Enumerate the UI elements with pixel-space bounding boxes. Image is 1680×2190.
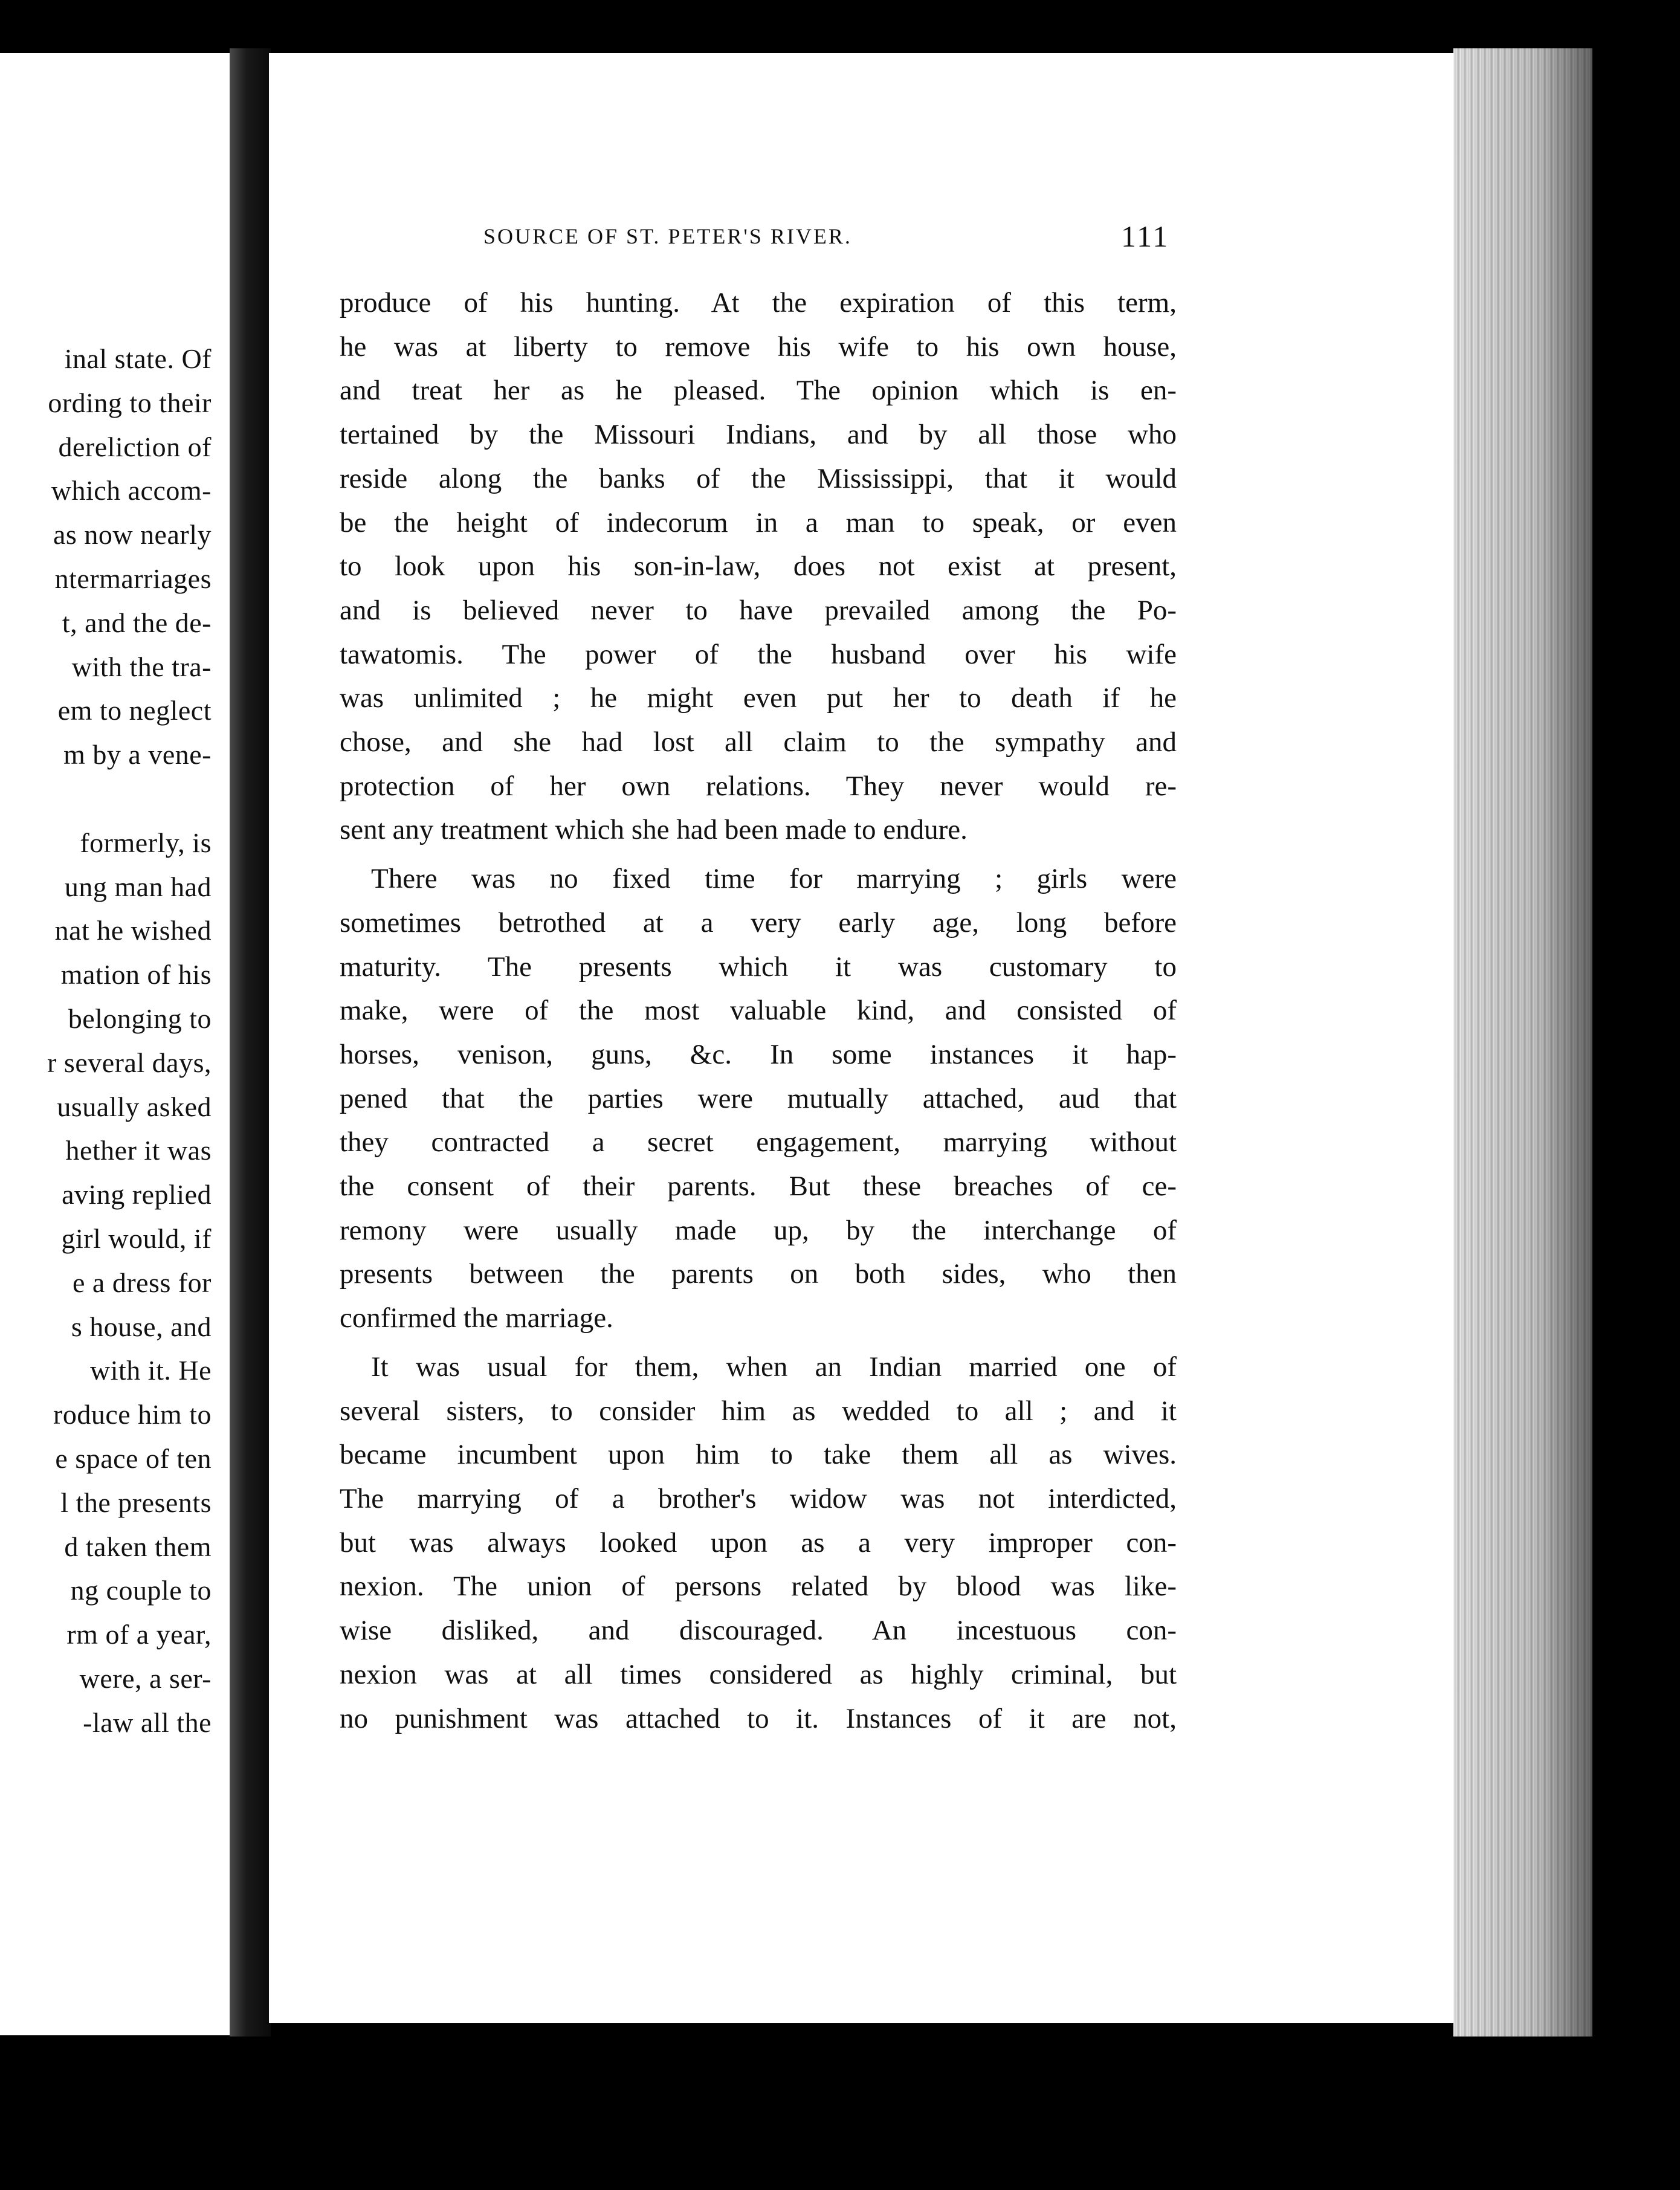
- text-line: pened that the parties were mutually attached, aud that: [340, 1082, 1177, 1114]
- text-line: horses, venison, guns, &c. In some instances it hap-: [340, 1038, 1177, 1070]
- text-line: was unlimited ; he might even put her to death if he: [340, 682, 1177, 714]
- text-line: became incumbent upon him to take them all as wives.: [340, 1439, 1177, 1471]
- previous-page-line: t, and the de-: [62, 607, 212, 638]
- paragraph-gap: [340, 852, 1177, 857]
- previous-page-line: ng couple to: [70, 1575, 212, 1606]
- body-text: [340, 281, 1177, 1740]
- text-line: tawatomis. The power of the husband over his wife: [340, 638, 1177, 670]
- previous-page-line: e space of ten: [55, 1442, 212, 1474]
- page-number: 111: [1121, 219, 1170, 253]
- text-line: and is believed never to have prevailed among the Po-: [340, 594, 1177, 626]
- previous-page-line: e a dress for: [72, 1267, 212, 1298]
- previous-page-line: formerly, is: [80, 827, 212, 858]
- previous-page-line: nat he wished: [54, 915, 212, 946]
- text-line: be the height of indecorum in a man to speak, or even: [340, 506, 1177, 538]
- text-line: but was always looked upon as a very improper con-: [340, 1526, 1177, 1559]
- text-line: they contracted a secret engagement, marrying without: [340, 1126, 1177, 1158]
- previous-page-line: roduce him to: [53, 1399, 212, 1430]
- previous-page-line: rm of a year,: [66, 1619, 212, 1650]
- book-gutter: [230, 48, 271, 2037]
- previous-page-line: ung man had: [64, 871, 212, 902]
- text-line: sent any treatment which she had been made to endure.: [340, 814, 968, 846]
- previous-page-line: dereliction of: [58, 431, 212, 462]
- text-line: maturity. The presents which it was customary to: [340, 951, 1177, 983]
- previous-page-line: which accom-: [51, 475, 212, 506]
- text-line: chose, and she had lost all claim to the sympathy and: [340, 726, 1177, 758]
- page-edges-shadow: [1453, 48, 1592, 2037]
- previous-page-line: aving replied: [62, 1179, 212, 1210]
- previous-page-line: l the presents: [60, 1487, 212, 1518]
- text-line: It was usual for them, when an Indian married one of: [371, 1351, 1177, 1383]
- previous-page-line: hether it was: [65, 1135, 212, 1166]
- text-line: The marrying of a brother's widow was not interdicted,: [340, 1482, 1177, 1514]
- text-line: reside along the banks of the Mississippi, that it would: [340, 462, 1177, 494]
- previous-page-line: ording to their: [48, 387, 212, 418]
- text-line: nexion. The union of persons related by blood was like-: [340, 1571, 1177, 1603]
- previous-page-line: r several days,: [47, 1047, 212, 1078]
- text-line: nexion was at all times considered as highly criminal, but: [340, 1658, 1177, 1690]
- text-line: tertained by the Missouri Indians, and by all those who: [340, 419, 1177, 451]
- text-line: no punishment was attached to it. Instances of it are not,: [340, 1702, 1177, 1734]
- text-line: protection of her own relations. They never would re-: [340, 770, 1177, 802]
- paragraph-gap: [340, 1340, 1177, 1345]
- paragraph: [340, 281, 1177, 852]
- previous-page-line: as now nearly: [53, 519, 212, 551]
- text-line: several sisters, to consider him as wedded to all ; and it: [340, 1395, 1177, 1427]
- text-line: confirmed the marriage.: [340, 1302, 613, 1334]
- previous-page-line: were, a ser-: [79, 1662, 212, 1694]
- paragraph: [340, 1345, 1177, 1740]
- previous-page-text: [0, 337, 212, 1745]
- previous-page-line: usually asked: [57, 1091, 212, 1122]
- previous-page-line: [0, 777, 212, 821]
- running-title: SOURCE OF ST. PETER'S RIVER.: [483, 224, 852, 248]
- text-line: the consent of their parents. But these breaches of ce-: [340, 1171, 1177, 1203]
- text-line: to look upon his son-in-law, does not exist at present,: [340, 551, 1177, 583]
- previous-page-line: em to neglect: [57, 695, 212, 726]
- previous-page-line: girl would, if: [61, 1223, 212, 1254]
- previous-page-line: ntermarriages: [54, 563, 212, 594]
- previous-page-line: inal state. Of: [64, 343, 212, 374]
- previous-page-line: -law all the: [83, 1707, 212, 1738]
- text-line: produce of his hunting. At the expiration of this term,: [340, 287, 1177, 318]
- text-line: wise disliked, and discouraged. An incestuous con-: [340, 1615, 1177, 1647]
- previous-page-line: d taken them: [64, 1531, 212, 1562]
- previous-page-line: mation of his: [60, 959, 212, 990]
- text-line: and treat her as he pleased. The opinion which is en-: [340, 375, 1177, 407]
- paragraph: [340, 857, 1177, 1340]
- previous-page-line: with the tra-: [71, 651, 212, 682]
- previous-page-line: m by a vene-: [63, 739, 212, 770]
- text-line: make, were of the most valuable kind, and consisted of: [340, 995, 1177, 1027]
- previous-page-line: with it. He: [90, 1355, 212, 1386]
- previous-page-line: belonging to: [68, 1003, 212, 1034]
- text-line: There was no fixed time for marrying ; girls were: [371, 863, 1177, 895]
- previous-page-line: s house, and: [71, 1311, 212, 1342]
- text-line: he was at liberty to remove his wife to his own house,: [340, 331, 1177, 363]
- previous-page: [0, 53, 230, 2035]
- text-line: sometimes betrothed at a very early age, long before: [340, 906, 1177, 938]
- text-line: remony were usually made up, by the interchange of: [340, 1214, 1177, 1246]
- text-line: presents between the parents on both sides, who then: [340, 1258, 1177, 1290]
